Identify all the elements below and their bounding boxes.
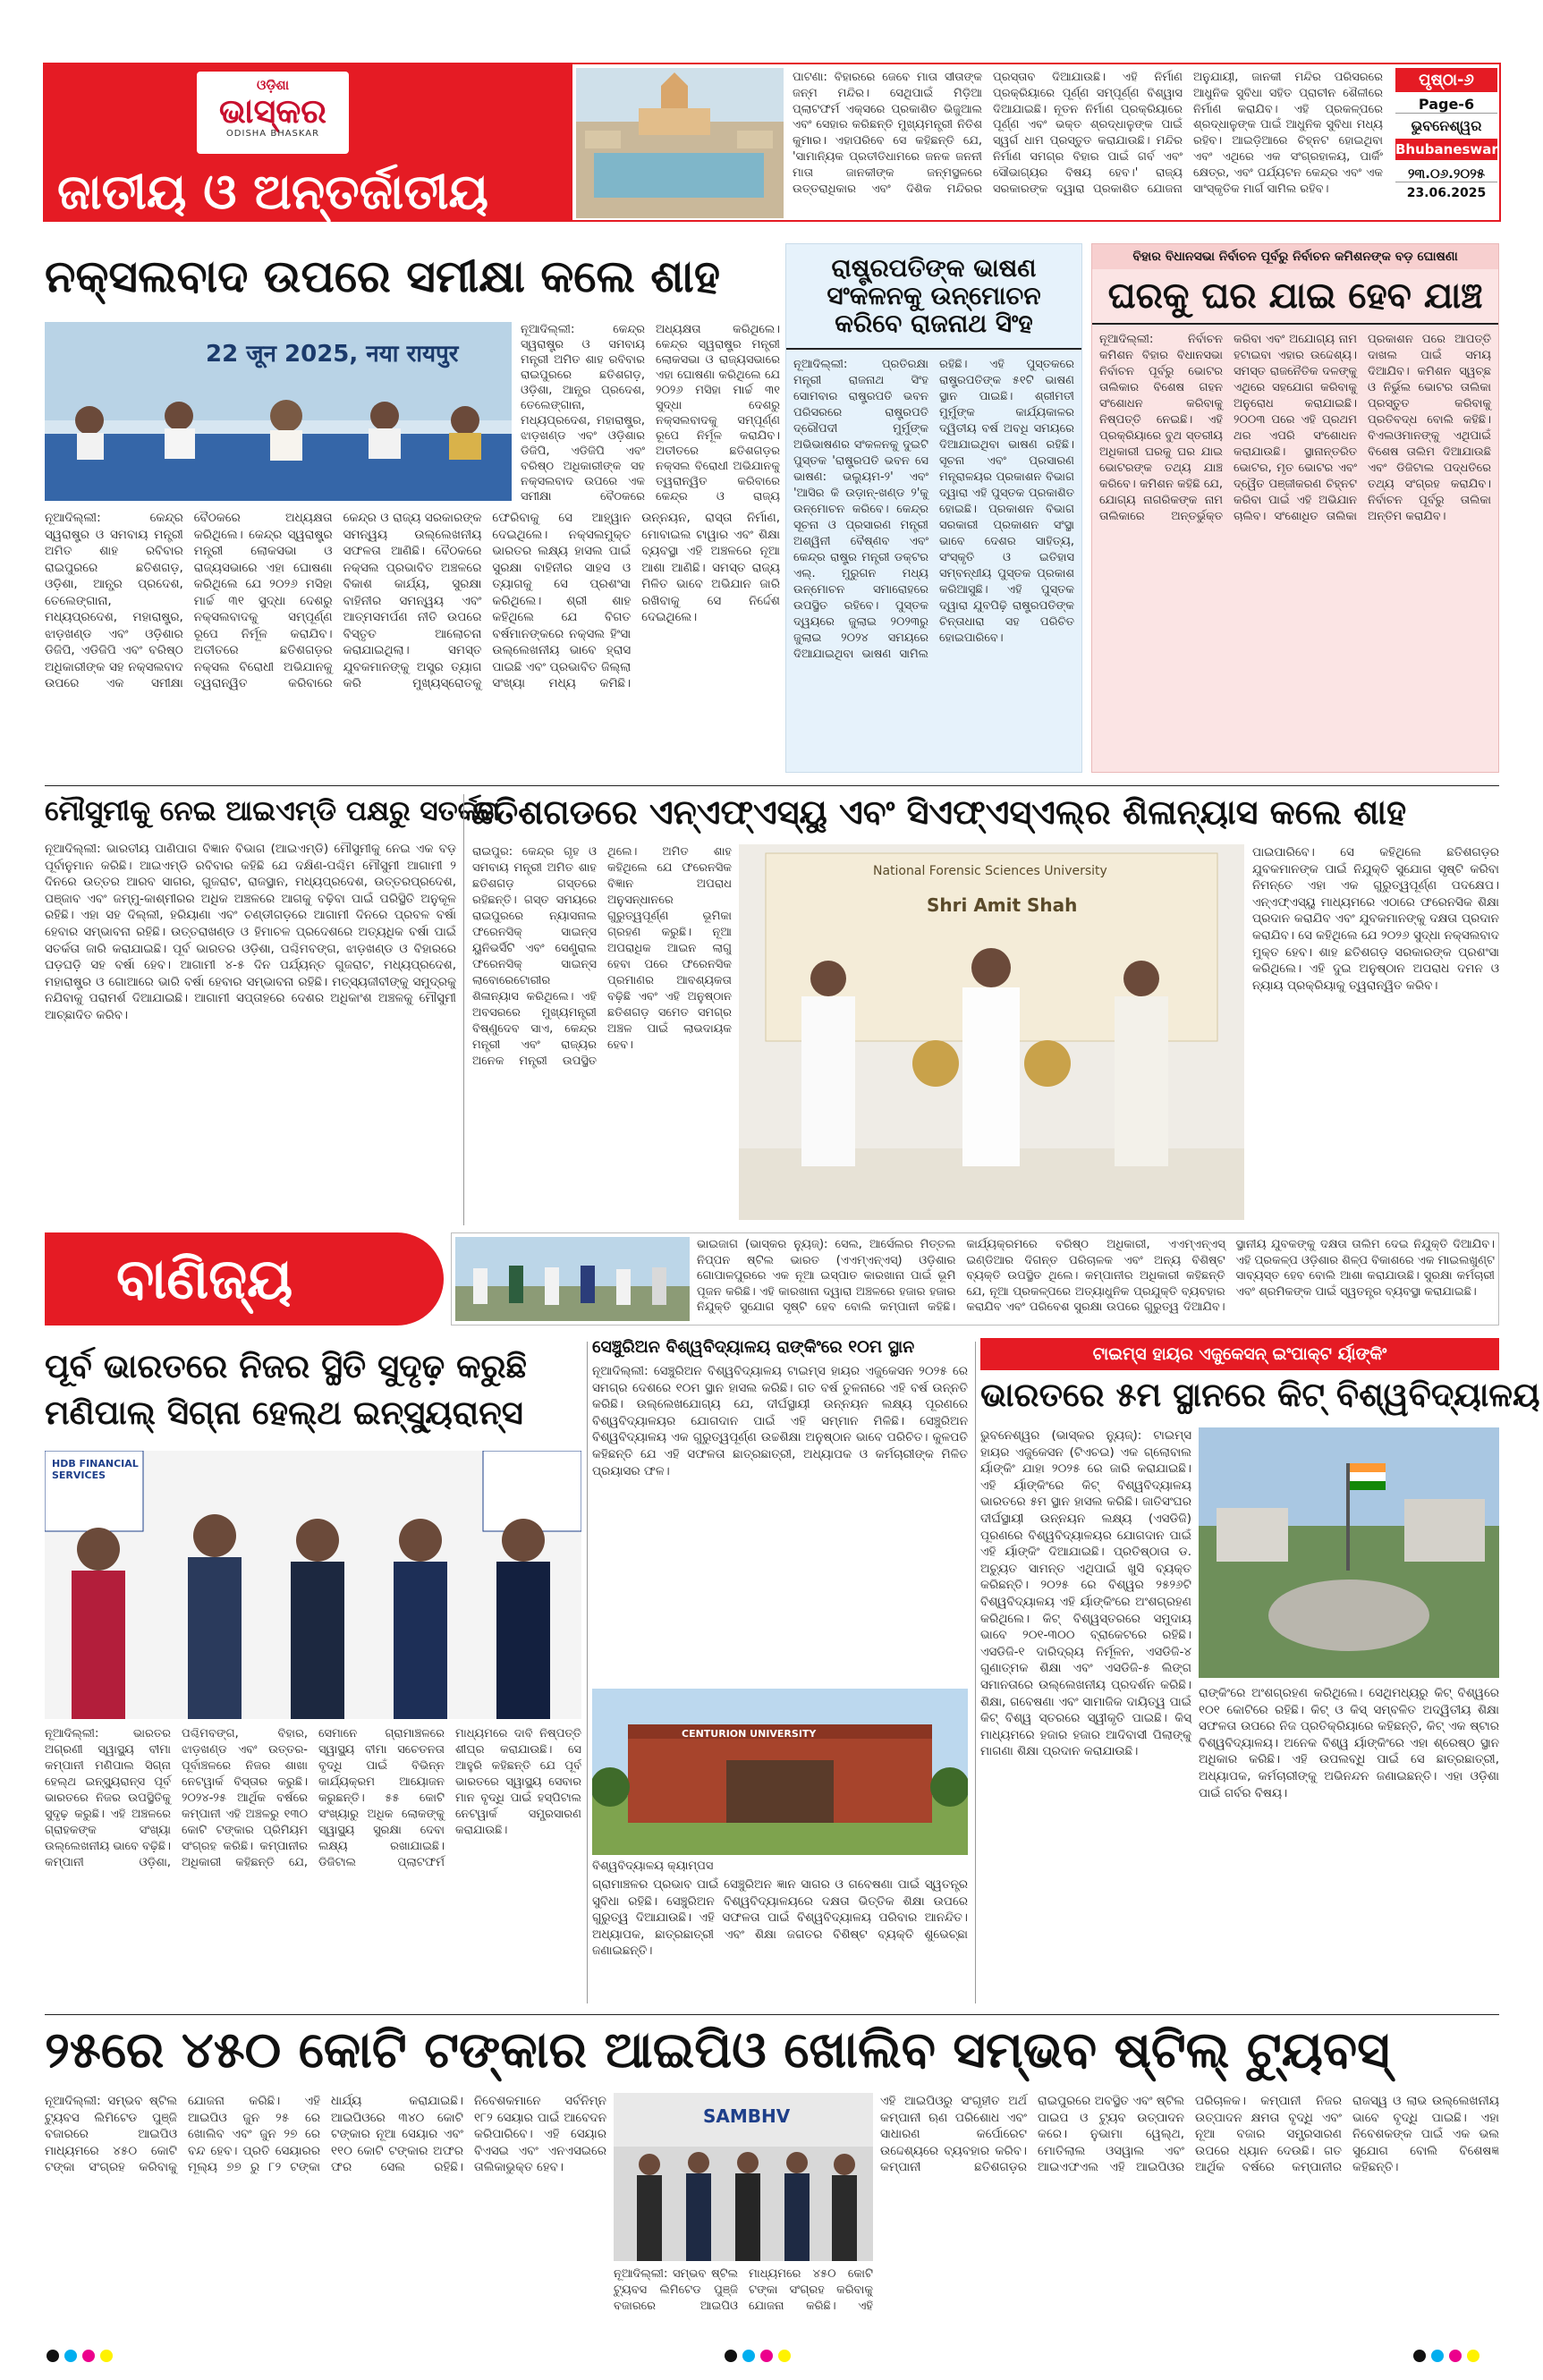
section-title: ଜାତୀୟ ଓ ଅନ୍ତର୍ଜାତୀୟ [57,164,489,220]
kiit-body: ଭୁବନେଶ୍ୱର (ଭାସ୍କର ନ୍ୟୁଜ୍): ଟାଇମ୍ସ ହାୟର ଏଜୁକେସନ (ଟିଏଚଇ) ଏକ ଗ୍ଲୋବାଲ ର୍ୟାଙ୍କିଂ ଯାହା ୨୦୨୫ ରେ ଜାରି କରାଯାଇଛି। ଏହି ର୍ୟାଙ୍କିଂରେ କିଟ୍ ବିଶ୍ୱବିଦ୍ୟାଳୟ ଭାରତରେ ୫ମ ସ୍ଥାନ ହାସଲ କରିଛି। ଜାତିସଂଘର ଦୀର୍ଘସ୍ଥାୟୀ ଉନ୍ନୟନ ଲକ୍ଷ୍ୟ (ଏସଡିଜି) ପୂରଣରେ ବିଶ୍ୱବିଦ୍ୟାଳୟର ଯୋଗଦାନ ପାଇଁ ଏହି ର୍ୟାଙ୍କିଂ ଦିଆଯାଇଛି। ପ୍ରତିଷ୍ଠାତା ଡ. ଅଚ୍ୟୁତ ସାମନ୍ତ ଏଥିପାଇଁ ଖୁସି ବ୍ୟକ୍ତ କରିଛନ୍ତି। ୨୦୨୫ ରେ ବିଶ୍ୱର ୨୫୨୬ଟି ବିଶ୍ୱବିଦ୍ୟାଳୟ ଏହି ର୍ୟାଙ୍କିଂରେ ଅଂଶଗ୍ରହଣ କରିଥିଲେ। କିଟ୍ ବିଶ୍ୱସ୍ତରରେ ସମୁଦାୟ ଭାବେ ୨୦୧-୩୦୦ ବ୍ରାକେଟରେ ରହିଛି। ଏସଡିଜି-୧ ଦାରିଦ୍ର୍ୟ ନିର୍ମୂଳନ, ଏସଡିଜି-୪ ଗୁଣାତ୍ମକ ଶିକ୍ଷା ଏବଂ ଏସଡିଜି-୫ ଲିଙ୍ଗ ସମାନତାରେ ଉଲ୍ଲେଖନୀୟ ପ୍ରଦର୍ଶନ କରିଛି। ଶିକ୍ଷା, ଗବେଷଣା ଏବଂ ସାମାଜିକ ଦାୟିତ୍ୱ ପାଇଁ କିଟ୍ ବିଶ୍ୱ ସ୍ତରରେ ସ୍ୱୀକୃତି ପାଇଛି। କିସ୍ ମାଧ୍ୟମରେ ହଜାର ହଜାର ଆଦିବାସୀ ପିଲାଙ୍କୁ ମାଗଣା ଶିକ୍ଷା ପ୍ରଦାନ କରାଯାଉଛି। [980,1428,1191,1759]
city-label-en: Bhubaneswar [1395,139,1497,160]
kiit-kicker: ଟାଇମ୍ସ ହାୟର ଏଜୁକେସନ୍ ଇଂପାକ୍ଟ ର୍ୟାଙ୍କିଂ [980,1338,1499,1370]
divider [975,1342,976,2003]
logo-subtext: ODISHA BHASKAR [225,129,320,139]
monsoon-headline: ମୌସୁମୀକୁ ନେଇ ଆଇଏମ୍‌ଡି ପକ୍ଷରୁ ସତର୍କତା [45,795,501,827]
photo-date-banner: 22 जून 2025, नया रायपुर [206,341,459,368]
nfsu-headline: ଛତିଶଗଡରେ ଏନ୍‌ଏଫ୍‌ଏସ୍‌ୟୁ ଏବଂ ସିଏଫ୍‌ଏସ୍‌ଏଲ୍‌ର ଶିଳାନ୍ୟାସ କଲେ ଶାହ [472,792,1407,832]
page-label-en: Page-6 [1395,96,1497,114]
bihar-body: ନୂଆଦିଲ୍ଲୀ: ନିର୍ବାଚନ କମିଶନ ବିହାର ବିଧାନସଭା ନିର୍ବାଚନ ପୂର୍ବରୁ ଭୋଟର ତାଲିକାର ବିଶେଷ ଗହନ ସଂଶୋଧନ କରିବାକୁ ନିଷ୍ପତ୍ତି ନେଇଛି। ଏହି ପ୍ରକ୍ରିୟାରେ ବୁଥ ସ୍ତରୀୟ ଅଧିକାରୀ ଘରକୁ ଘର ଯାଇ ଭୋଟରଙ୍କ ତଥ୍ୟ ଯାଞ୍ଚ କରିବେ। କମିଶନ କହିଛି ଯେ, ଯୋଗ୍ୟ ନାଗରିକଙ୍କ ନାମ ତାଲିକାରେ ଅନ୍ତର୍ଭୁକ୍ତ କରିବା ଏବଂ ଅଯୋଗ୍ୟ ନାମ ହଟାଇବା ଏହାର ଉଦ୍ଦେଶ୍ୟ। ସମସ୍ତ ରାଜନୈତିକ ଦଳଙ୍କୁ ଏଥିରେ ସହଯୋଗ କରିବାକୁ ଅନୁରୋଧ କରାଯାଇଛି। ୨୦୦୩ ପରେ ଏହି ପ୍ରଥମ ଥର ଏପରି ସଂଶୋଧନ କରାଯାଉଛି। ସ୍ଥାନାନ୍ତରିତ ଭୋଟର, ମୃତ ଭୋଟର ଏବଂ ଦ୍ୱୈତ ପଞ୍ଜୀକରଣ ଚିହ୍ନଟ କରିବା ପାଇଁ ଏହି ଅଭିଯାନ ଚାଲିବ। ସଂଶୋଧିତ ତାଲିକା ପ୍ରକାଶନ ପରେ ଆପତ୍ତି ଦାଖଲ ପାଇଁ ସମୟ ଦିଆଯିବ। କମିଶନ ସ୍ୱଚ୍ଛ ଓ ନିର୍ଭୁଲ ଭୋଟର ତାଲିକା ପ୍ରସ୍ତୁତ କରିବାକୁ ପ୍ରତିବଦ୍ଧ ବୋଲି କହିଛି। ବିଏଲଓମାନଙ୍କୁ ଏଥିପାଇଁ ବିଶେଷ ତାଲିମ ଦିଆଯାଉଛି ଏବଂ ଡିଜିଟାଲ ପଦ୍ଧତିରେ ତଥ୍ୟ ସଂଗ୍ରହ କରାଯିବ। ନିର୍ବାଚନ ପୂର୍ବରୁ ତାଲିକା ଅନ୍ତିମ କରାଯିବ। [1099,333,1491,523]
divider [587,1342,588,2003]
business-top-box [451,1232,1499,1326]
date-en: 23.06.2025 [1406,186,1487,200]
masthead [43,63,1501,222]
manipal-body: ନୂଆଦିଲ୍ଲୀ: ଭାରତର ଅଗ୍ରଣୀ ସ୍ୱାସ୍ଥ୍ୟ ବୀମା କମ୍ପାନୀ ମଣିପାଲ ସିଗ୍ନା ହେଲ୍‌ଥ ଇନ୍ସ୍ୟୁରାନ୍ସ ପୂର୍ବ ଭାରତରେ ନିଜର ଉପସ୍ଥିତିକୁ ସୁଦୃଢ଼ କରୁଛି। ଏହି ଅଞ୍ଚଳରେ ଗ୍ରାହକଙ୍କ ସଂଖ୍ୟା ଉଲ୍ଲେଖନୀୟ ଭାବେ ବଢ଼ିଛି। କମ୍ପାନୀ ଓଡ଼ିଶା, ପଶ୍ଚିମବଙ୍ଗ, ବିହାର, ଝାଡ଼ଖଣ୍ଡ ଏବଂ ଉତ୍ତର-ପୂର୍ବାଞ୍ଚଳରେ ନିଜର ଶାଖା ନେଟୱାର୍କ ବିସ୍ତାର କରୁଛି। ୨୦୨୪-୨୫ ଆର୍ଥିକ ବର୍ଷରେ କମ୍ପାନୀ ଏହି ଅଞ୍ଚଳରୁ ୧୩୦ କୋଟି ଟଙ୍କାର ପ୍ରିମିୟମ ସଂଗ୍ରହ କରିଛି। କମ୍ପାନୀର ଅଧିକାରୀ କହିଛନ୍ତି ଯେ, ସେମାନେ ଗ୍ରାମାଞ୍ଚଳରେ ସ୍ୱାସ୍ଥ୍ୟ ବୀମା ସଚେତନତା ବୃଦ୍ଧି ପାଇଁ ବିଭିନ୍ନ କାର୍ଯ୍ୟକ୍ରମ ଆୟୋଜନ କରୁଛନ୍ତି। ୫୫ କୋଟି ସଂଖ୍ୟାରୁ ଅଧିକ ଲୋକଙ୍କୁ ସ୍ୱାସ୍ଥ୍ୟ ସୁରକ୍ଷା ଦେବା ଲକ୍ଷ୍ୟ ରଖାଯାଇଛି। ଡିଜିଟାଲ ପ୍ଲାଟଫର୍ମ ମାଧ୍ୟମରେ ଦାବି ନିଷ୍ପତ୍ତି ଶୀଘ୍ର କରାଯାଉଛି। ସେ ଆହୁରି କହିଛନ୍ତି ଯେ ପୂର୍ବ ଭାରତରେ ସ୍ୱାସ୍ଥ୍ୟ ସେବାର ମାନ ବୃଦ୍ଧି ପାଇଁ ହସ୍ପିଟାଲ ନେଟୱାର୍କ ସମ୍ପ୍ରସାରଣ କରାଯାଉଛି। [45,1727,581,1869]
monsoon-body: ନୂଆଦିଲ୍ଲୀ: ଭାରତୀୟ ପାଣିପାଗ ବିଜ୍ଞାନ ବିଭାଗ (ଆଇଏମ୍‌ଡି) ମୌସୁମୀକୁ ନେଇ ଏକ ବଡ଼ ପୂର୍ବାନୁମାନ କରିଛି। ଆଇଏମ୍‌ଡି ରବିବାର କହିଛି ଯେ ଦକ୍ଷିଣ-ପଶ୍ଚିମ ମୌସୁମୀ ଆଗାମୀ ୨ ଦିନରେ ଉତ୍ତର ଆରବ ସାଗର, ଗୁଜରାଟ, ରାଜସ୍ଥାନ, ମଧ୍ୟପ୍ରଦେଶ, ଉତ୍ତରପ୍ରଦେଶ, ପଞ୍ଜାବ ଏବଂ ଜମ୍ମୁ-କାଶ୍ମୀରର ଅଧିକ ଅଞ୍ଚଳରେ ଆଗକୁ ବଢ଼ିବା ପାଇଁ ପରିସ୍ଥିତି ଅନୁକୂଳ ରହିଛି। ଏହା ସହ ଦିଲ୍ଲୀ, ହରିୟାଣା ଏବଂ ଚଣ୍ଡୀଗଡ଼ରେ ଆଗାମୀ ଦିନରେ ପ୍ରବଳ ବର୍ଷା ହେବାର ସମ୍ଭାବନା ରହିଛି। ଉତ୍ତରାଖଣ୍ଡ ଓ ହିମାଚଳ ପ୍ରଦେଶରେ ଅତ୍ୟଧିକ ବର୍ଷା ପାଇଁ ସତର୍କତା ଜାରି କରାଯାଇଛି। ପୂର୍ବ ଭାରତର ଓଡ଼ିଶା, ପଶ୍ଚିମବଙ୍ଗ, ଝାଡ଼ଖଣ୍ଡ ଓ ବିହାରରେ ଘଡ଼ଘଡ଼ି ସହ ବର୍ଷା ହେବ। ଆଗାମୀ ୪-୫ ଦିନ ପର୍ଯ୍ୟନ୍ତ ଗୁଜରାଟ, ମଧ୍ୟପ୍ରଦେଶ, ମହାରାଷ୍ଟ୍ର ଓ ଗୋଆରେ ଭାରି ବର୍ଷା ହେବାର ସମ୍ଭାବନା ରହିଛି। ମତ୍ସ୍ୟଜୀବୀଙ୍କୁ ସମୁଦ୍ରକୁ ନଯିବାକୁ ପରାମର୍ଶ ଦିଆଯାଇଛି। ଆଗାମୀ ସପ୍ତାହରେ ଦେଶର ଅଧିକାଂଶ ଅଞ୍ଚଳକୁ ମୌସୁମୀ ଆଚ୍ଛାଦିତ କରିବ। [45,842,456,1022]
photo-banner-text: SAMBHV [703,2105,791,2127]
rajnath-headline: ରାଷ୍ଟ୍ରପତିଙ୍କ ଭାଷଣ ସଂକଳନକୁ ଉନ୍ମୋଚନ କରିବେ ରାଜନାଥ ସିଂହ [786,244,1081,350]
centurion-caption: ବିଶ୍ୱବିଦ୍ୟାଳୟ କ୍ୟାମ୍ପସ [592,1859,714,1873]
ipo-team-photo [614,2093,873,2261]
shah-naxal-body-top: ନୂଆଦିଲ୍ଲୀ: କେନ୍ଦ୍ର ସ୍ୱରାଷ୍ଟ୍ର ଓ ସମବାୟ ମନ୍ତ୍ରୀ ଅମିତ ଶାହ ରବିବାର ରାଇପୁରରେ ଛତିଶଗଡ଼, ଓଡ଼ିଶା, ଆନ୍ଧ୍ର ପ୍ରଦେଶ, ତେଲେଙ୍ଗାନା, ମଧ୍ୟପ୍ରଦେଶ, ମହାରାଷ୍ଟ୍ର, ଝାଡ଼ଖଣ୍ଡ ଏବଂ ଓଡ଼ିଶାର ଡିଜିପି, ଏଡିଜିପି ଏବଂ ବରିଷ୍ଠ ଅଧିକାରୀଙ୍କ ସହ ନକ୍ସଲବାଦ ଉପରେ ଏକ ସମୀକ୍ଷା ବୈଠକରେ ଅଧ୍ୟକ୍ଷତା କରିଥିଲେ। କେନ୍ଦ୍ର ସ୍ୱରାଷ୍ଟ୍ର ମନ୍ତ୍ରୀ ଲୋକସଭା ଓ ରାଜ୍ୟସଭାରେ ଏହା ଘୋଷଣା କରିଥିଲେ ଯେ ୨୦୨୬ ମସିହା ମାର୍ଚ୍ଚ ୩୧ ସୁଦ୍ଧା ଦେଶରୁ ନକ୍ସଲବାଦକୁ ସମ୍ପୂର୍ଣ୍ଣ ରୂପେ ନିର୍ମୂଳ କରାଯିବ। ଅତୀତରେ ଛତିଶଗଡ଼ର ନକ୍ସଲ ବିରୋଧୀ ଅଭିଯାନକୁ ତ୍ୱରାନ୍ୱିତ କରିବାରେ କେନ୍ଦ୍ର ଓ ରାଜ୍ୟ [521,323,780,504]
nfsu-body-left: ରାଇପୁର: କେନ୍ଦ୍ର ଗୃହ ଓ ସମବାୟ ମନ୍ତ୍ରୀ ଅମିତ ଶାହ ଛତିଶଗଡ଼ ଗସ୍ତରେ ରହିଛନ୍ତି। ଗସ୍ତ ସମୟରେ ରାଇପୁରରେ ନ୍ୟାସନାଲ ଫରେନସିକ୍ ସାଇନ୍ସ ୟୁନିଭର୍ସିଟି ଏବଂ ସେଣ୍ଟ୍ରାଲ ଫରେନସିକ୍ ସାଇନ୍ସ ଲାବୋରେଟୋରୀର ଶିଳାନ୍ୟାସ କରିଥିଲେ। ଏହି ଅବସରରେ ମୁଖ୍ୟମନ୍ତ୍ରୀ ବିଷ୍ଣୁଦେବ ସାଏ, କେନ୍ଦ୍ର ମନ୍ତ୍ରୀ ଏବଂ ରାଜ୍ୟର ଅନେକ ମନ୍ତ୍ରୀ ଉପସ୍ଥିତ ଥିଲେ। ଅମିତ ଶାହ କହିଥିଲେ ଯେ ଫରେନସିକ ବିଜ୍ଞାନ ଅପରାଧ ଅନୁସନ୍ଧାନରେ ଗୁରୁତ୍ୱପୂର୍ଣ୍ଣ ଭୂମିକା ଗ୍ରହଣ କରୁଛି। ନୂଆ ଅପରାଧିକ ଆଇନ ଲାଗୁ ହେବା ପରେ ଫରେନସିକ ପ୍ରମାଣର ଆବଶ୍ୟକତା ବଢ଼ିଛି ଏବଂ ଏହି ଅନୁଷ୍ଠାନ ଛତିଶଗଡ଼ ସମେତ ସମଗ୍ର ଅଞ୍ଚଳ ପାଇଁ ଲାଭଦାୟକ ହେବ। [472,845,732,1068]
logo-box [197,72,349,154]
photo-board-name: Shri Amit Shah [927,894,1078,916]
nfsu-body-right: ପାଇପାରିବେ। ସେ କହିଥିଲେ ଛତିଶଗଡ଼ର ଯୁବକମାନଙ୍କ ପାଇଁ ନିଯୁକ୍ତି ସୁଯୋଗ ସୃଷ୍ଟି କରିବା ନିମନ୍ତେ ଏହା ଏକ ଗୁରୁତ୍ୱପୂର୍ଣ୍ଣ ପଦକ୍ଷେପ। ଏନ୍‌ଏଫ୍‌ଏସ୍‌ୟୁ ମାଧ୍ୟମରେ ଏଠାରେ ଫରେନସିକ ଶିକ୍ଷା ପ୍ରଦାନ କରାଯିବ ଏବଂ ଯୁବକମାନଙ୍କୁ ଦକ୍ଷତା ପ୍ରଦାନ କରାଯିବ। ସେ କହିଥିଲେ ଯେ ୨୦୨୬ ସୁଦ୍ଧା ନକ୍ସଲବାଦ ମୁକ୍ତ ହେବ। ଶାହ ଛତିଶଗଡ଼ ସରକାରଙ୍କ ପ୍ରଶଂସା କରିଥିଲେ। ଏହି ଦୁଇ ଅନୁଷ୍ଠାନ ଅପରାଧ ଦମନ ଓ ନ୍ୟାୟ ପ୍ରକ୍ରିୟାକୁ ତ୍ୱରାନ୍ୱିତ କରିବ। [1252,845,1499,993]
business-banner [45,1232,444,1326]
divider [463,794,464,1225]
city-label: ଭୁବନେଶ୍ୱର [1411,117,1482,134]
kiit-body-2: ରାଙ୍କିଂରେ ଅଂଶଗ୍ରହଣ କରିଥିଲେ। ସେଥିମଧ୍ୟରୁ କିଟ୍ ବିଶ୍ୱରେ ୧୦୧ କୋଟିରେ ରହିଛି। କିଟ୍ ଓ କିସ୍ ସମ୍ବଳିତ ଅଦ୍ୱିତୀୟ ଶିକ୍ଷା ସଫଳତା ଉପରେ ନିଜ ପ୍ରତିକ୍ରିୟାରେ କହିଛନ୍ତି, କିଟ୍ ଏକ ଷ୍ଟାର ବିଶ୍ୱବିଦ୍ୟାଳୟ। ଅନେକ ବିଶ୍ୱ ର୍ୟାଙ୍କିଂରେ ଏହା ଶ୍ରେଷ୍ଠ ସ୍ଥାନ ଅଧିକାର କରିଛି। ଏହି ଉପଲବ୍ଧି ପାଇଁ ସେ ଛାତ୍ରଛାତ୍ରୀ, ଅଧ୍ୟାପକ, କର୍ମଚାରୀଙ୍କୁ ଅଭିନନ୍ଦନ ଜଣାଇଛନ୍ତି। ଏହା ଓଡ଼ିଶା ପାଇଁ ଗର୍ବର ବିଷୟ। [1199,1686,1499,1800]
shah-meeting-photo [45,322,512,501]
registration-marks [47,2349,118,2366]
rajnath-box [785,243,1082,773]
section-title-bar [45,163,572,222]
divider [45,2014,1499,2015]
manipal-headline-line2: ମଣିପାଲ୍ ସିଗ୍ନା ହେଲ୍‌ଥ ଇନ୍ସ୍ୟୁରାନ୍ସ [45,1393,523,1432]
kiit-headline: ଭାରତରେ ୫ମ ସ୍ଥାନରେ କିଟ୍ ବିଶ୍ୱବିଦ୍ୟାଳୟ [980,1376,1540,1414]
ipo-body-right: ଏହି ଆଇପିଓରୁ ସଂଗୃହୀତ ଅର୍ଥ କମ୍ପାନୀ ଋଣ ପରିଶୋଧ ଏବଂ ସାଧାରଣ କର୍ପୋରେଟ ଉଦ୍ଦେଶ୍ୟରେ ବ୍ୟବହାର କରିବ। କମ୍ପାନୀ ଛତିଶଗଡ଼ର ରାଇପୁରରେ ଅବସ୍ଥିତ ଏବଂ ଷ୍ଟିଲ ପାଇପ ଓ ଟ୍ୟୁବ ଉତ୍ପାଦନ କରେ। ନୁଭାମା ୱେଲ୍ଥ, ମୋତିଲାଲ ଓସୱାଲ ଏବଂ ଆଇଏଫଏଲ ଏହି ଆଇପିଓର ପରିଚାଳକ। କମ୍ପାନୀ ନିଜର ଉତ୍ପାଦନ କ୍ଷମତା ବୃଦ୍ଧି ଏବଂ ନୂଆ ବଜାର ସମ୍ପ୍ରସାରଣ ଉପରେ ଧ୍ୟାନ ଦେଉଛି। ଗତ ଆର୍ଥିକ ବର୍ଷରେ କମ୍ପାନୀର ରାଜସ୍ୱ ଓ ଲାଭ ଉଲ୍ଲେଖନୀୟ ଭାବେ ବୃଦ୍ଧି ପାଇଛି। ଏହା ନିବେଶକଙ୍କ ପାଇଁ ଏକ ଭଲ ସୁଯୋଗ ବୋଲି ବିଶେଷଜ୍ଞ କହିଛନ୍ତି। [880,2094,1499,2175]
bihar-box [1091,243,1499,773]
centurion-headline: ସେଞ୍ଚୁରିଅନ ବିଶ୍ୱବିଦ୍ୟାଳୟ ରାଙ୍କିଂରେ ୧୦ମ ସ୍ଥାନ [592,1337,915,1357]
ipo-body-below-photo: ନୂଆଦିଲ୍ଲୀ: ସମ୍ଭବ ଷ୍ଟିଲ ଟ୍ୟୁବସ ଲିମିଟେଡ ପୁଞ୍ଜି ବଜାରରେ ଆଇପିଓ ମାଧ୍ୟମରେ ୪୫୦ କୋଟି ଟଙ୍କା ସଂଗ୍ରହ କରିବାକୁ ଯୋଜନା କରିଛି। ଏହି [614,2267,873,2313]
shah-naxal-body: ନୂଆଦିଲ୍ଲୀ: କେନ୍ଦ୍ର ସ୍ୱରାଷ୍ଟ୍ର ଓ ସମବାୟ ମନ୍ତ୍ରୀ ଅମିତ ଶାହ ରବିବାର ରାଇପୁରରେ ଛତିଶଗଡ଼, ଓଡ଼ିଶା, ଆନ୍ଧ୍ର ପ୍ରଦେଶ, ତେଲେଙ୍ଗାନା, ମଧ୍ୟପ୍ରଦେଶ, ମହାରାଷ୍ଟ୍ର, ଝାଡ଼ଖଣ୍ଡ ଏବଂ ଓଡ଼ିଶାର ଡିଜିପି, ଏଡିଜିପି ଏବଂ ବରିଷ୍ଠ ଅଧିକାରୀଙ୍କ ସହ ନକ୍ସଲବାଦ ଉପରେ ଏକ ସମୀକ୍ଷା ବୈଠକରେ ଅଧ୍ୟକ୍ଷତା କରିଥିଲେ। କେନ୍ଦ୍ର ସ୍ୱରାଷ୍ଟ୍ର ମନ୍ତ୍ରୀ ଲୋକସଭା ଓ ରାଜ୍ୟସଭାରେ ଏହା ଘୋଷଣା କରିଥିଲେ ଯେ ୨୦୨୬ ମସିହା ମାର୍ଚ୍ଚ ୩୧ ସୁଦ୍ଧା ଦେଶରୁ ନକ୍ସଲବାଦକୁ ସମ୍ପୂର୍ଣ୍ଣ ରୂପେ ନିର୍ମୂଳ କରାଯିବ। ଅତୀତରେ ଛତିଶଗଡ଼ର ନକ୍ସଲ ବିରୋଧୀ ଅଭିଯାନକୁ ତ୍ୱରାନ୍ୱିତ କରିବାରେ କେନ୍ଦ୍ର ଓ ରାଜ୍ୟ ସରକାରଙ୍କ ସମନ୍ୱୟ ଉଲ୍ଲେଖନୀୟ ସଫଳତା ଆଣିଛି। ବୈଠକରେ ନକ୍ସଲ ପ୍ରଭାବିତ ଅଞ୍ଚଳରେ ବିକାଶ କାର୍ଯ୍ୟ, ସୁରକ୍ଷା ବାହିନୀର ସମନ୍ୱୟ ଏବଂ ଆତ୍ମସମର୍ପଣ ନୀତି ଉପରେ ବିସ୍ତୃତ ଆଲୋଚନା କରାଯାଇଥିଲା। ସମସ୍ତ ଯୁବକମାନଙ୍କୁ ଅସ୍ତ୍ର ତ୍ୟାଗ କରି ମୁଖ୍ୟସ୍ରୋତକୁ ଫେରିବାକୁ ସେ ଆହ୍ୱାନ ଦେଇଥିଲେ। ନକ୍ସଲମୁକ୍ତ ଭାରତର ଲକ୍ଷ୍ୟ ହାସଲ ପାଇଁ ସୁରକ୍ଷା ବାହିନୀର ସାହସ ଓ ତ୍ୟାଗକୁ ସେ ପ୍ରଶଂସା କରିଥିଲେ। ଶ୍ରୀ ଶାହ କହିଥିଲେ ଯେ ବିଗତ ବର୍ଷମାନଙ୍କରେ ନକ୍ସଲ ହିଂସା ଉଲ୍ଲେଖନୀୟ ଭାବେ ହ୍ରାସ ପାଇଛି ଏବଂ ପ୍ରଭାବିତ ଜିଲ୍ଲା ସଂଖ୍ୟା ମଧ୍ୟ କମିଛି। ଉନ୍ନୟନ, ରାସ୍ତା ନିର୍ମାଣ, ମୋବାଇଲ ଟାୱାର ଏବଂ ଶିକ୍ଷା ବ୍ୟବସ୍ଥା ଏହି ଅଞ୍ଚଳରେ ନୂଆ ଆଶା ଆଣିଛି। ସମସ୍ତ ରାଜ୍ୟ ମିଳିତ ଭାବେ ଅଭିଯାନ ଜାରି ରଖିବାକୁ ସେ ନିର୍ଦ୍ଦେଶ ଦେଇଥିଲେ। [45,511,780,690]
masthead-logo-block [45,64,572,163]
logo-text: ଭାସ୍କର [218,91,327,131]
photo-banner-text: HDB FINANCIAL SERVICES [52,1458,139,1481]
kiit-campus-photo [1199,1427,1499,1678]
ipo-body-left: ନୂଆଦିଲ୍ଲୀ: ସମ୍ଭବ ଷ୍ଟିଲ ଟ୍ୟୁବସ ଲିମିଟେଡ ପୁଞ୍ଜି ବଜାରରେ ଆଇପିଓ ମାଧ୍ୟମରେ ୪୫୦ କୋଟି ଟଙ୍କା ସଂଗ୍ରହ କରିବାକୁ ଯୋଜନା କରିଛି। ଏହି ଆଇପିଓ ଜୁନ ୨୫ ରେ ଖୋଲିବ ଏବଂ ଜୁନ ୨୭ ରେ ବନ୍ଦ ହେବ। ପ୍ରତି ସେୟାରର ମୂଲ୍ୟ ୭୭ ରୁ ୮୨ ଟଙ୍କା ଧାର୍ଯ୍ୟ କରାଯାଇଛି। ଆଇପିଓରେ ୩୪୦ କୋଟି ଟଙ୍କାର ନୂଆ ସେୟାର ଏବଂ ୧୧୦ କୋଟି ଟଙ୍କାର ଅଫର ଫର ସେଲ ରହିଛି। ନିବେଶକମାନେ ସର୍ବନିମ୍ନ ୧୮୨ ସେୟାର ପାଇଁ ଆବେଦନ କରିପାରିବେ। ଏହି ସେୟାର ବିଏସଇ ଏବଂ ଏନଏସଇରେ ତାଲିକାଭୁକ୍ତ ହେବ। [45,2094,606,2175]
photo-board-university: National Forensic Sciences University [873,864,1107,878]
divider [45,785,1499,786]
nfsu-ceremony-photo [739,844,1244,1220]
page-label: ପୃଷ୍ଠା-୬ [1395,68,1497,92]
top-story-text: ପାଟଣା: ବିହାରରେ ଜେବେ ମାତା ସୀତାଙ୍କ ଜନ୍ମ ମନ୍ଦିର। ସେଥିପାଇଁ ମିଡ଼ିଆ ପ୍ଲାଟଫର୍ମ ଏକ୍ସରେ ପ୍ରକାଶିତ ଭିଜୁଆଲ ଏବଂ ସେହାର କରିଛନ୍ତି ମୁଖ୍ୟମନ୍ତ୍ରୀ ନିତିଶ କୁମାର। ଏହାପରିବେ ସେ କହିଛନ୍ତି ଯେ, 'ସାମାନ୍ୟିକ ପ୍ରତୀତିଧାମରେ ଜନକ ଜନନୀ ମାତା ଜାନକୀଙ୍କ ଜନ୍ମସ୍ଥଳରେ ଉତ୍ତରାଧିକାର ଏବଂ ଦିଶିକ ମନ୍ଦିରର ପ୍ରସ୍ତାବ ଦିଆଯାଉଛି। ଏହି ନିର୍ମାଣ ପ୍ରକ୍ରିୟାରେ ପୂର୍ଣ୍ଣ ସମ୍ପୂର୍ଣ୍ଣ ବିଶ୍ୱାସ ଦିଆଯାଇଛି। ନୂତନ ନିର୍ମାଣ ପ୍ରକ୍ରିୟାରେ ପୂର୍ଣ୍ଣ ଏବଂ ଭକ୍ତ ଶ୍ରଦ୍ଧାଳୁଙ୍କ ପାଇଁ ସ୍ୱର୍ଗ ଧାମ ପ୍ରସ୍ତୁତ କରାଯାଉଛି। ମନ୍ଦିର ନିର୍ମାଣ ସମଗ୍ର ବିହାର ପାଇଁ ଗର୍ବ ଏବଂ ସୌଭାଗ୍ୟର ବିଷୟ ହେବ।' ରାଜ୍ୟ ସରକାରଙ୍କ ଦ୍ୱାରା ପ୍ରକାଶିତ ଯୋଜନା ଅନୁଯାୟୀ, ଜାନକୀ ମନ୍ଦିର ପରିସରରେ ଆଧୁନିକ ସୁବିଧା ସହିତ ପ୍ରାଚୀନ ଶୈଳୀରେ ନିର୍ମାଣ କରାଯିବ। ଏହି ପ୍ରକଳ୍ପରେ ଶ୍ରଦ୍ଧାଳୁଙ୍କ ପାଇଁ ଆଧୁନିକ ସୁବିଧା ମଧ୍ୟ ରହିବ। ଆଇଡ଼ିଆରେ ଚିହ୍ନଟ ହୋଇଥିବା ଏବଂ ଏଥିରେ ଏକ ସଂଗ୍ରହାଳୟ, ପାର୍କିଂ କ୍ଷେତ୍ର, ଏବଂ ପର୍ଯ୍ୟଟନ କେନ୍ଦ୍ର ଏବଂ ଏକ ସାଂସ୍କୃତିକ ମାର୍ଗ ସାମିଲ ରହିବ। [793,71,1383,196]
registration-marks [725,2349,796,2366]
ipo-headline: ୨୫ରେ ୪୫୦ କୋଟି ଟଙ୍କାର ଆଇପିଓ ଖୋଲିବ ସମ୍ଭବ ଷ୍ଟିଲ୍ ଟ୍ୟୁବସ୍ [45,2021,1390,2079]
business-top-story: ଭାଇଜାଗ (ଭାସ୍କର ନ୍ୟୁଜ୍): ସେଲ, ଆର୍ସେଲର ମିତ୍ତଲ ନିପ୍ପନ ଷ୍ଟିଲ ଭାରତ (ଏଏମ୍‌ଏନ୍‌ଏସ୍) ଓଡ଼ିଶାର ଗୋପାଳପୁରରେ ଏକ ନୂଆ ଇସ୍ପାତ କାରଖାନା ପାଇଁ ଭୂମି ପୂଜନ କରିଛି। ଏହି କାରଖାନା ଦ୍ୱାରା ଅଞ୍ଚଳରେ ହଜାର ହଜାର ନିଯୁକ୍ତି ସୁଯୋଗ ସୃଷ୍ଟି ହେବ ବୋଲି କମ୍ପାନୀ କହିଛି। କାର୍ଯ୍ୟକ୍ରମରେ ବରିଷ୍ଠ ଅଧିକାରୀ, ଏଏମ୍‌ଏନ୍‌ଏସ୍ ଇଣ୍ଡିଆର ଦିଗନ୍ତ ପରିଚାଳକ ଏବଂ ଅନ୍ୟ ବିଶିଷ୍ଟ ବ୍ୟକ୍ତି ଉପସ୍ଥିତ ଥିଲେ। କମ୍ପାନୀର ଅଧିକାରୀ କହିଛନ୍ତି ଯେ, ନୂଆ ପ୍ରକଳ୍ପରେ ଅତ୍ୟାଧୁନିକ ପ୍ରଯୁକ୍ତି ବ୍ୟବହାର କରାଯିବ ଏବଂ ପରିବେଶ ସୁରକ୍ଷା ଉପରେ ଗୁରୁତ୍ୱ ଦିଆଯିବ। ସ୍ଥାନୀୟ ଯୁବକଙ୍କୁ ଦକ୍ଷତା ତାଲିମ ଦେଇ ନିଯୁକ୍ତି ଦିଆଯିବ। ଏହି ପ୍ରକଳ୍ପ ଓଡ଼ିଶାର ଶିଳ୍ପ ବିକାଶରେ ଏକ ମାଇଲଖୁଣ୍ଟ ସାବ୍ୟସ୍ତ ହେବ ବୋଲି ଆଶା କରାଯାଉଛି। ସୁରକ୍ଷା କର୍ମଚାରୀ ଏବଂ ଶ୍ରମିକଙ୍କ ପାଇଁ ସ୍ୱତନ୍ତ୍ର ବ୍ୟବସ୍ଥା କରାଯାଇଛି। [697,1238,1495,1315]
rajnath-body: ନୂଆଦିଲ୍ଲୀ: ପ୍ରତିରକ୍ଷା ମନ୍ତ୍ରୀ ରାଜନାଥ ସିଂହ ସୋମବାର ରାଷ୍ଟ୍ରପତି ଭବନ ପରିସରରେ ରାଷ୍ଟ୍ରପତି ଦ୍ରୌପଦୀ ମୁର୍ମୁଙ୍କ ଅଭିଭାଷଣର ସଂକଳନକୁ ଦୁଇଟି ପୁସ୍ତକ 'ରାଷ୍ଟ୍ରପତି ଭବନ ସେ ଭାଷଣ: ଭଲ୍ୟୁମ-୨' ଏବଂ 'ଆସିର କି ଉଡ଼ାନ୍-ଖଣ୍ଡ ୨'କୁ ଉନ୍ମୋଚନ କରିବେ। କେନ୍ଦ୍ର ସୂଚନା ଓ ପ୍ରସାରଣ ମନ୍ତ୍ରୀ ଅଶ୍ୱିନୀ ବୈଷ୍ଣବ ଏବଂ କେନ୍ଦ୍ର ରାଷ୍ଟ୍ର ମନ୍ତ୍ରୀ ଡକ୍ଟର ଏଲ୍. ମୁରୁଗନ ମଧ୍ୟ ଉନ୍ମୋଚନ ସମାରୋହରେ ଉପସ୍ଥିତ ରହିବେ। ପୁସ୍ତକ ଦ୍ୱୟରେ ଜୁଲାଇ ୨୦୨୩ରୁ ଜୁଲାଇ ୨୦୨୪ ସମୟରେ ଦିଆଯାଇଥିବା ଭାଷଣ ସାମିଲ ରହିଛି। ଏହି ପୁସ୍ତକରେ ରାଷ୍ଟ୍ରପତିଙ୍କ ୫୧ଟି ଭାଷଣ ସ୍ଥାନ ପାଇଛି। ଶ୍ରୀମତୀ ମୁର୍ମୁଙ୍କ କାର୍ଯ୍ୟକାଳର ଦ୍ୱିତୀୟ ବର୍ଷ ଅବଧି ସମୟରେ ଦିଆଯାଇଥିବା ଭାଷଣ ରହିଛି। ସୂଚନା ଏବଂ ପ୍ରସାରଣ ମନ୍ତ୍ରାଳୟର ପ୍ରକାଶନ ବିଭାଗ ଦ୍ୱାରା ଏହି ପୁସ୍ତକ ପ୍ରକାଶିତ ହୋଇଛି। ପ୍ରକାଶନ ବିଭାଗ ସରକାରୀ ପ୍ରକାଶନ ସଂସ୍ଥା ଭାବେ ଦେଶର ସାହିତ୍ୟ, ସଂସ୍କୃତି ଓ ଇତିହାସ ସମ୍ବନ୍ଧୀୟ ପୁସ୍ତକ ପ୍ରକାଶ କରିଆସୁଛି। ଏହି ପୁସ୍ତକ ଦ୍ୱାରା ଯୁବପିଢ଼ି ରାଷ୍ଟ୍ରପତିଙ୍କ ଚିନ୍ତାଧାରା ସହ ପରିଚିତ ହୋଇପାରିବେ। [793,358,1074,662]
page-info [1395,68,1497,218]
centurion-body: ନୂଆଦିଲ୍ଲୀ: ସେଞ୍ଚୁରିଅନ ବିଶ୍ୱବିଦ୍ୟାଳୟ ଟାଇମ୍ସ ହାୟର ଏଜୁକେସନ ୨୦୨୫ ରେ ସମଗ୍ର ଦେଶରେ ୧୦ମ ସ୍ଥାନ ହାସଲ କରିଛି। ଗତ ବର୍ଷ ତୁଳନାରେ ଏହି ବର୍ଷ ଉନ୍ନତି କରିଛି। ଉଲ୍ଲେଖଯୋଗ୍ୟ ଯେ, ଦୀର୍ଘସ୍ଥାୟୀ ଉନ୍ନୟନ ଲକ୍ଷ୍ୟ ପୂରଣରେ ବିଶ୍ୱବିଦ୍ୟାଳୟର ଯୋଗଦାନ ପାଇଁ ଏହି ସମ୍ମାନ ମିଳିଛି। ସେଞ୍ଚୁରିଅନ ବିଶ୍ୱବିଦ୍ୟାଳୟ ଏକ ଗୁରୁତ୍ୱପୂର୍ଣ୍ଣ ଉଚ୍ଚଶିକ୍ଷା ଅନୁଷ୍ଠାନ ଭାବେ ପରିଚିତ। କୁଳପତି କହିଛନ୍ତି ଯେ ଏହି ସଫଳତା ଛାତ୍ରଛାତ୍ରୀ, ଅଧ୍ୟାପକ ଓ କର୍ମଚାରୀଙ୍କ ମିଳିତ ପ୍ରୟାସର ଫଳ। [592,1364,968,1478]
logo-small-text: ଓଡ଼ିଶା [256,77,290,93]
manipal-team-photo [45,1451,581,1719]
date-or: ୨୩.୦୬.୨୦୨୫ [1395,165,1497,182]
centurion-body-2: ଗ୍ରାମାଞ୍ଚଳର ପ୍ରଭାବ ପାଇଁ ସେଞ୍ଚୁରିଅନ ଜ୍ଞାନ ସାଗର ଓ ଗବେଷଣା ପାଇଁ ସ୍ୱତନ୍ତ୍ର ସୁବିଧା ରହିଛି। ସେଞ୍ଚୁରିଅନ ବିଶ୍ୱବିଦ୍ୟାଳୟରେ ଦକ୍ଷତା ଭିତ୍ତିକ ଶିକ୍ଷା ଉପରେ ଗୁରୁତ୍ୱ ଦିଆଯାଉଛି। ଏହି ସଫଳତା ପାଇଁ ବିଶ୍ୱବିଦ୍ୟାଳୟ ପରିବାର ଆନନ୍ଦିତ। ଅଧ୍ୟାପକ, ଛାତ୍ରଛାତ୍ରୀ ଏବଂ ଶିକ୍ଷା ଜଗତର ବିଶିଷ୍ଟ ବ୍ୟକ୍ତି ଶୁଭେଚ୍ଛା ଜଣାଇଛନ୍ତି। [592,1877,968,1959]
bihar-kicker: ବିହାର ବିଧାନସଭା ନିର୍ବାଚନ ପୂର୍ବରୁ ନିର୍ବାଚନ କମିଶନଙ୍କ ବଡ଼ ଘୋଷଣା [1092,244,1498,269]
bihar-headline: ଘରକୁ ଘର ଯାଇ ହେବ ଯାଞ୍ଚ [1092,269,1498,325]
business-site-photo [455,1237,690,1321]
business-title: ବାଣିଜ୍ୟ [116,1246,293,1311]
centurion-campus-photo [592,1689,968,1855]
registration-marks [1413,2349,1485,2366]
campus-sign: CENTURION UNIVERSITY [682,1728,817,1740]
temple-photo [576,68,784,218]
shah-naxal-headline: ନକ୍ସଲବାଦ ଉପରେ ସମୀକ୍ଷା କଲେ ଶାହ [45,250,720,302]
manipal-headline-line1: ପୂର୍ବ ଭାରତରେ ନିଜର ସ୍ଥିତି ସୁଦୃଢ଼ କରୁଛି [45,1347,527,1385]
